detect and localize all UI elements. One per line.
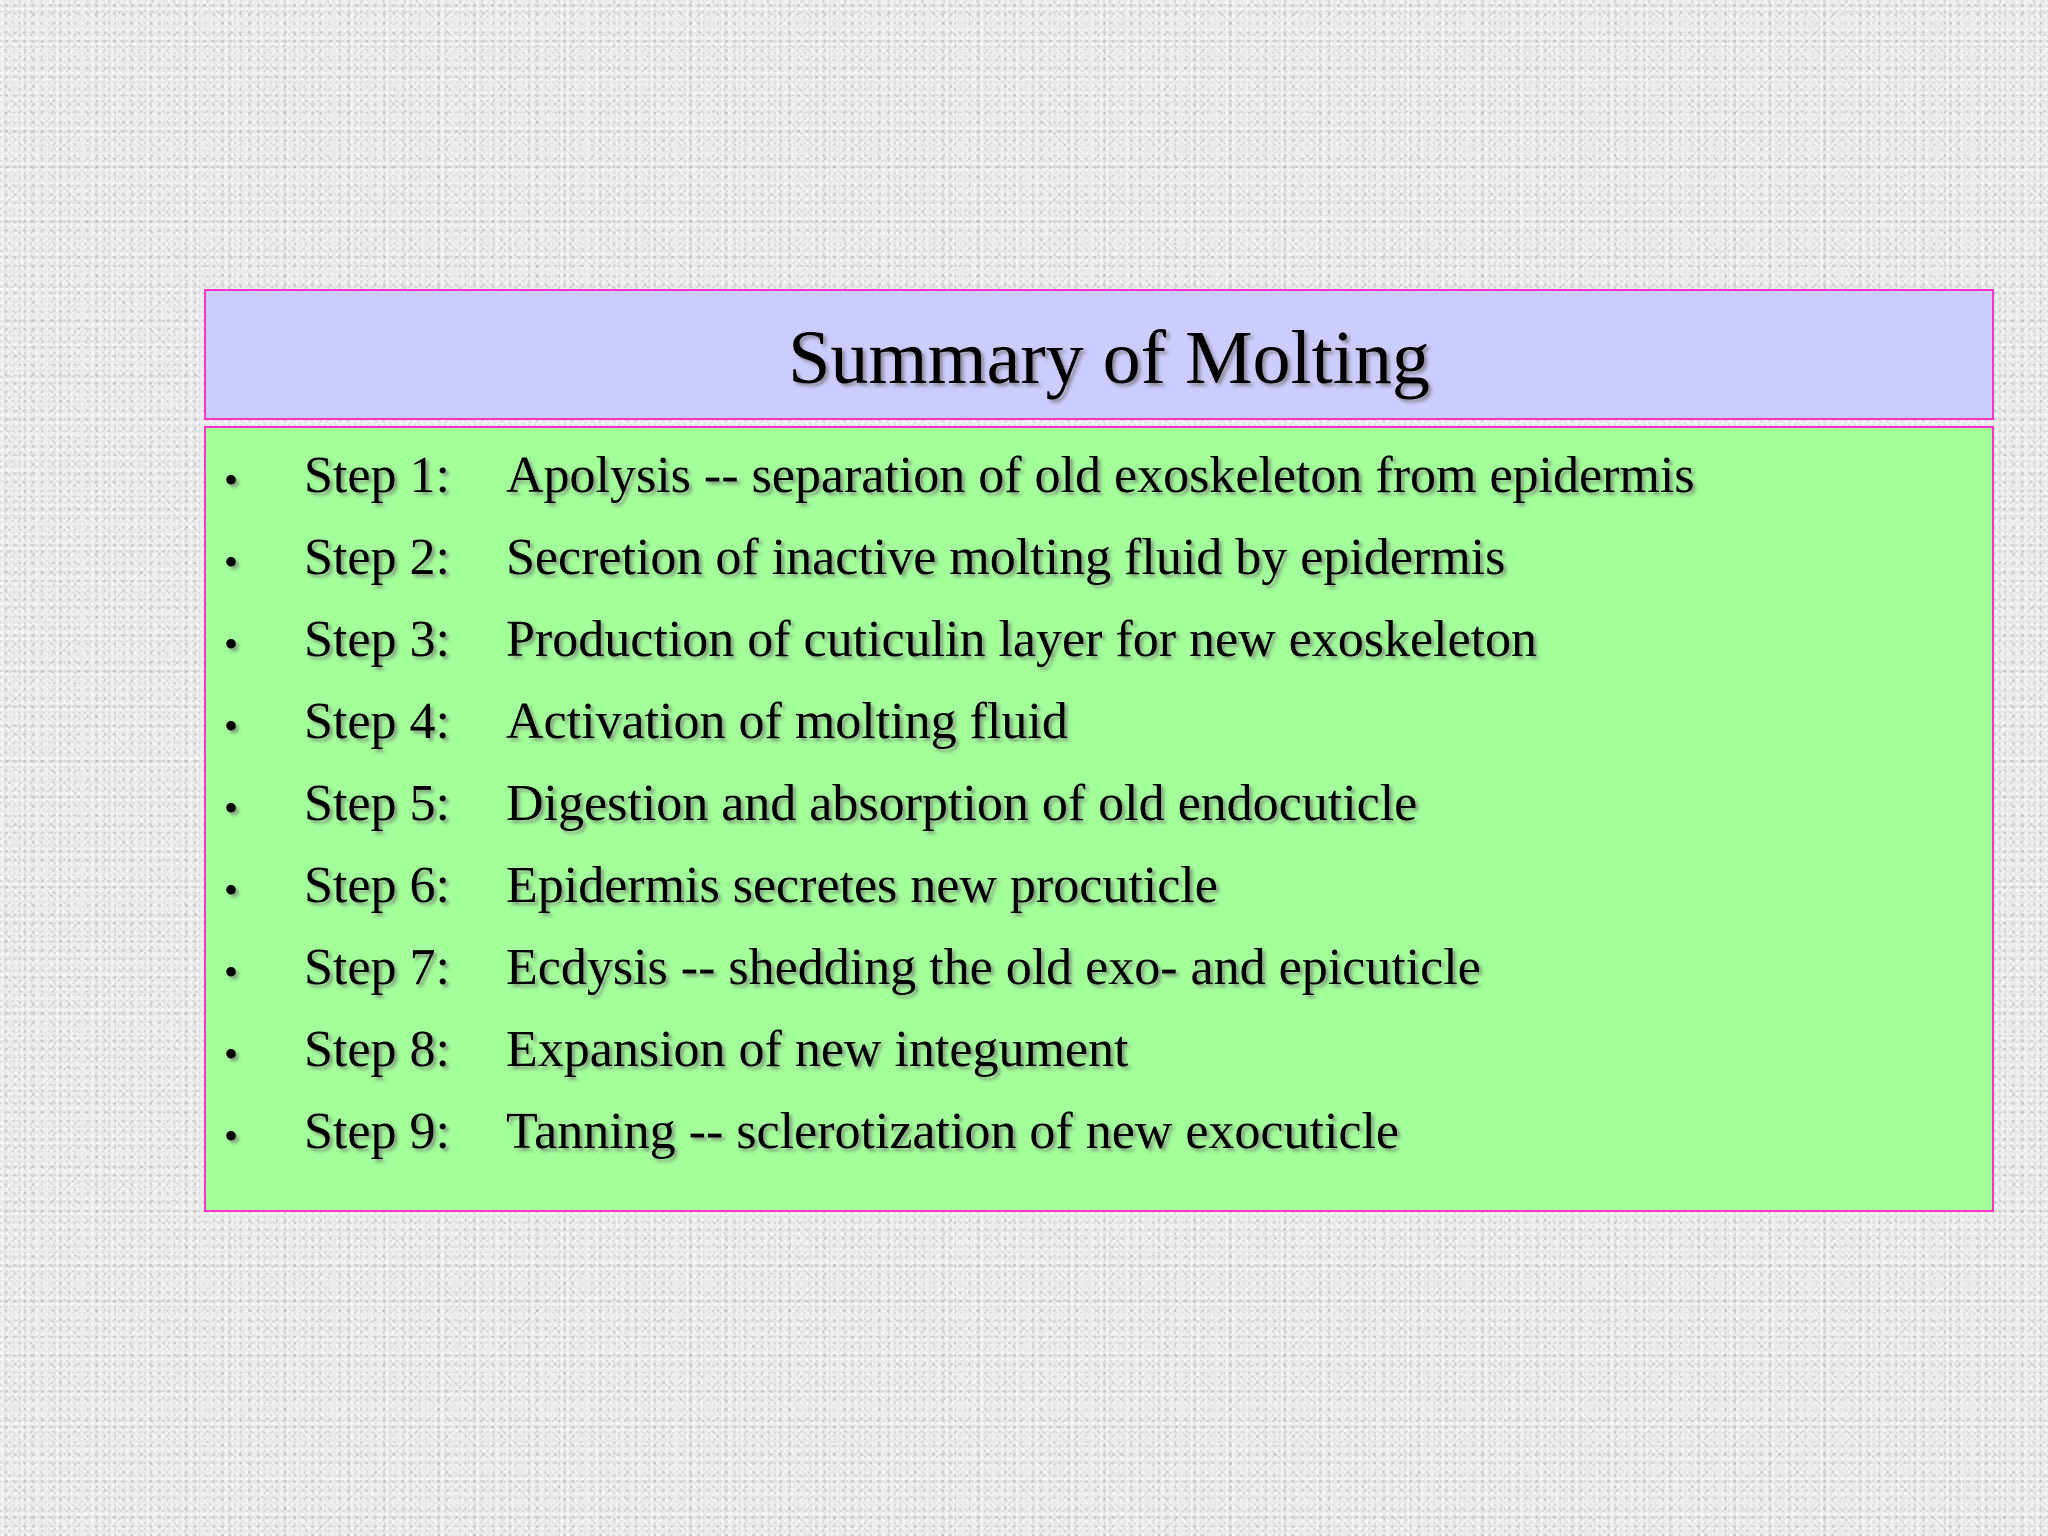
step-label: Step 3:	[304, 611, 450, 668]
list-item	[206, 934, 1992, 1016]
list-item	[206, 1016, 1992, 1098]
steps-list	[206, 442, 1992, 1180]
bullet-icon: •	[224, 621, 239, 666]
step-description: Secretion of inactive molting fluid by epidermis	[506, 529, 1506, 586]
step-description: Epidermis secretes new procuticle	[506, 857, 1218, 914]
step-description: Activation of molting fluid	[506, 693, 1068, 750]
list-item	[206, 688, 1992, 770]
step-description: Production of cuticulin layer for new exoskeleton	[506, 611, 1538, 668]
bullet-icon: •	[224, 703, 239, 748]
content-box	[204, 426, 1994, 1212]
bullet-icon: •	[224, 949, 239, 994]
list-item	[206, 606, 1992, 688]
step-description: Apolysis -- separation of old exoskeleton from epidermis	[506, 447, 1695, 504]
step-description: Ecdysis -- shedding the old exo- and epicuticle	[506, 939, 1481, 996]
step-label: Step 9:	[304, 1103, 450, 1160]
list-item	[206, 524, 1992, 606]
step-label: Step 7:	[304, 939, 450, 996]
step-label: Step 4:	[304, 693, 450, 750]
step-label: Step 8:	[304, 1021, 450, 1078]
list-item	[206, 1098, 1992, 1180]
bullet-icon: •	[224, 785, 239, 830]
bullet-icon: •	[224, 867, 239, 912]
title-box	[204, 289, 1994, 420]
step-description: Tanning -- sclerotization of new exocuticle	[506, 1103, 1400, 1160]
bullet-icon: •	[224, 1031, 239, 1076]
bullet-icon: •	[224, 1113, 239, 1158]
list-item	[206, 770, 1992, 852]
slide-title: Summary of Molting	[788, 315, 1430, 400]
step-label: Step 5:	[304, 775, 450, 832]
step-description: Digestion and absorption of old endocuticle	[506, 775, 1418, 832]
list-item	[206, 852, 1992, 934]
step-label: Step 1:	[304, 447, 450, 504]
step-label: Step 6:	[304, 857, 450, 914]
step-description: Expansion of new integument	[506, 1021, 1129, 1078]
step-label: Step 2:	[304, 529, 450, 586]
bullet-icon: •	[224, 539, 239, 584]
bullet-icon: •	[224, 457, 239, 502]
list-item	[206, 442, 1992, 524]
